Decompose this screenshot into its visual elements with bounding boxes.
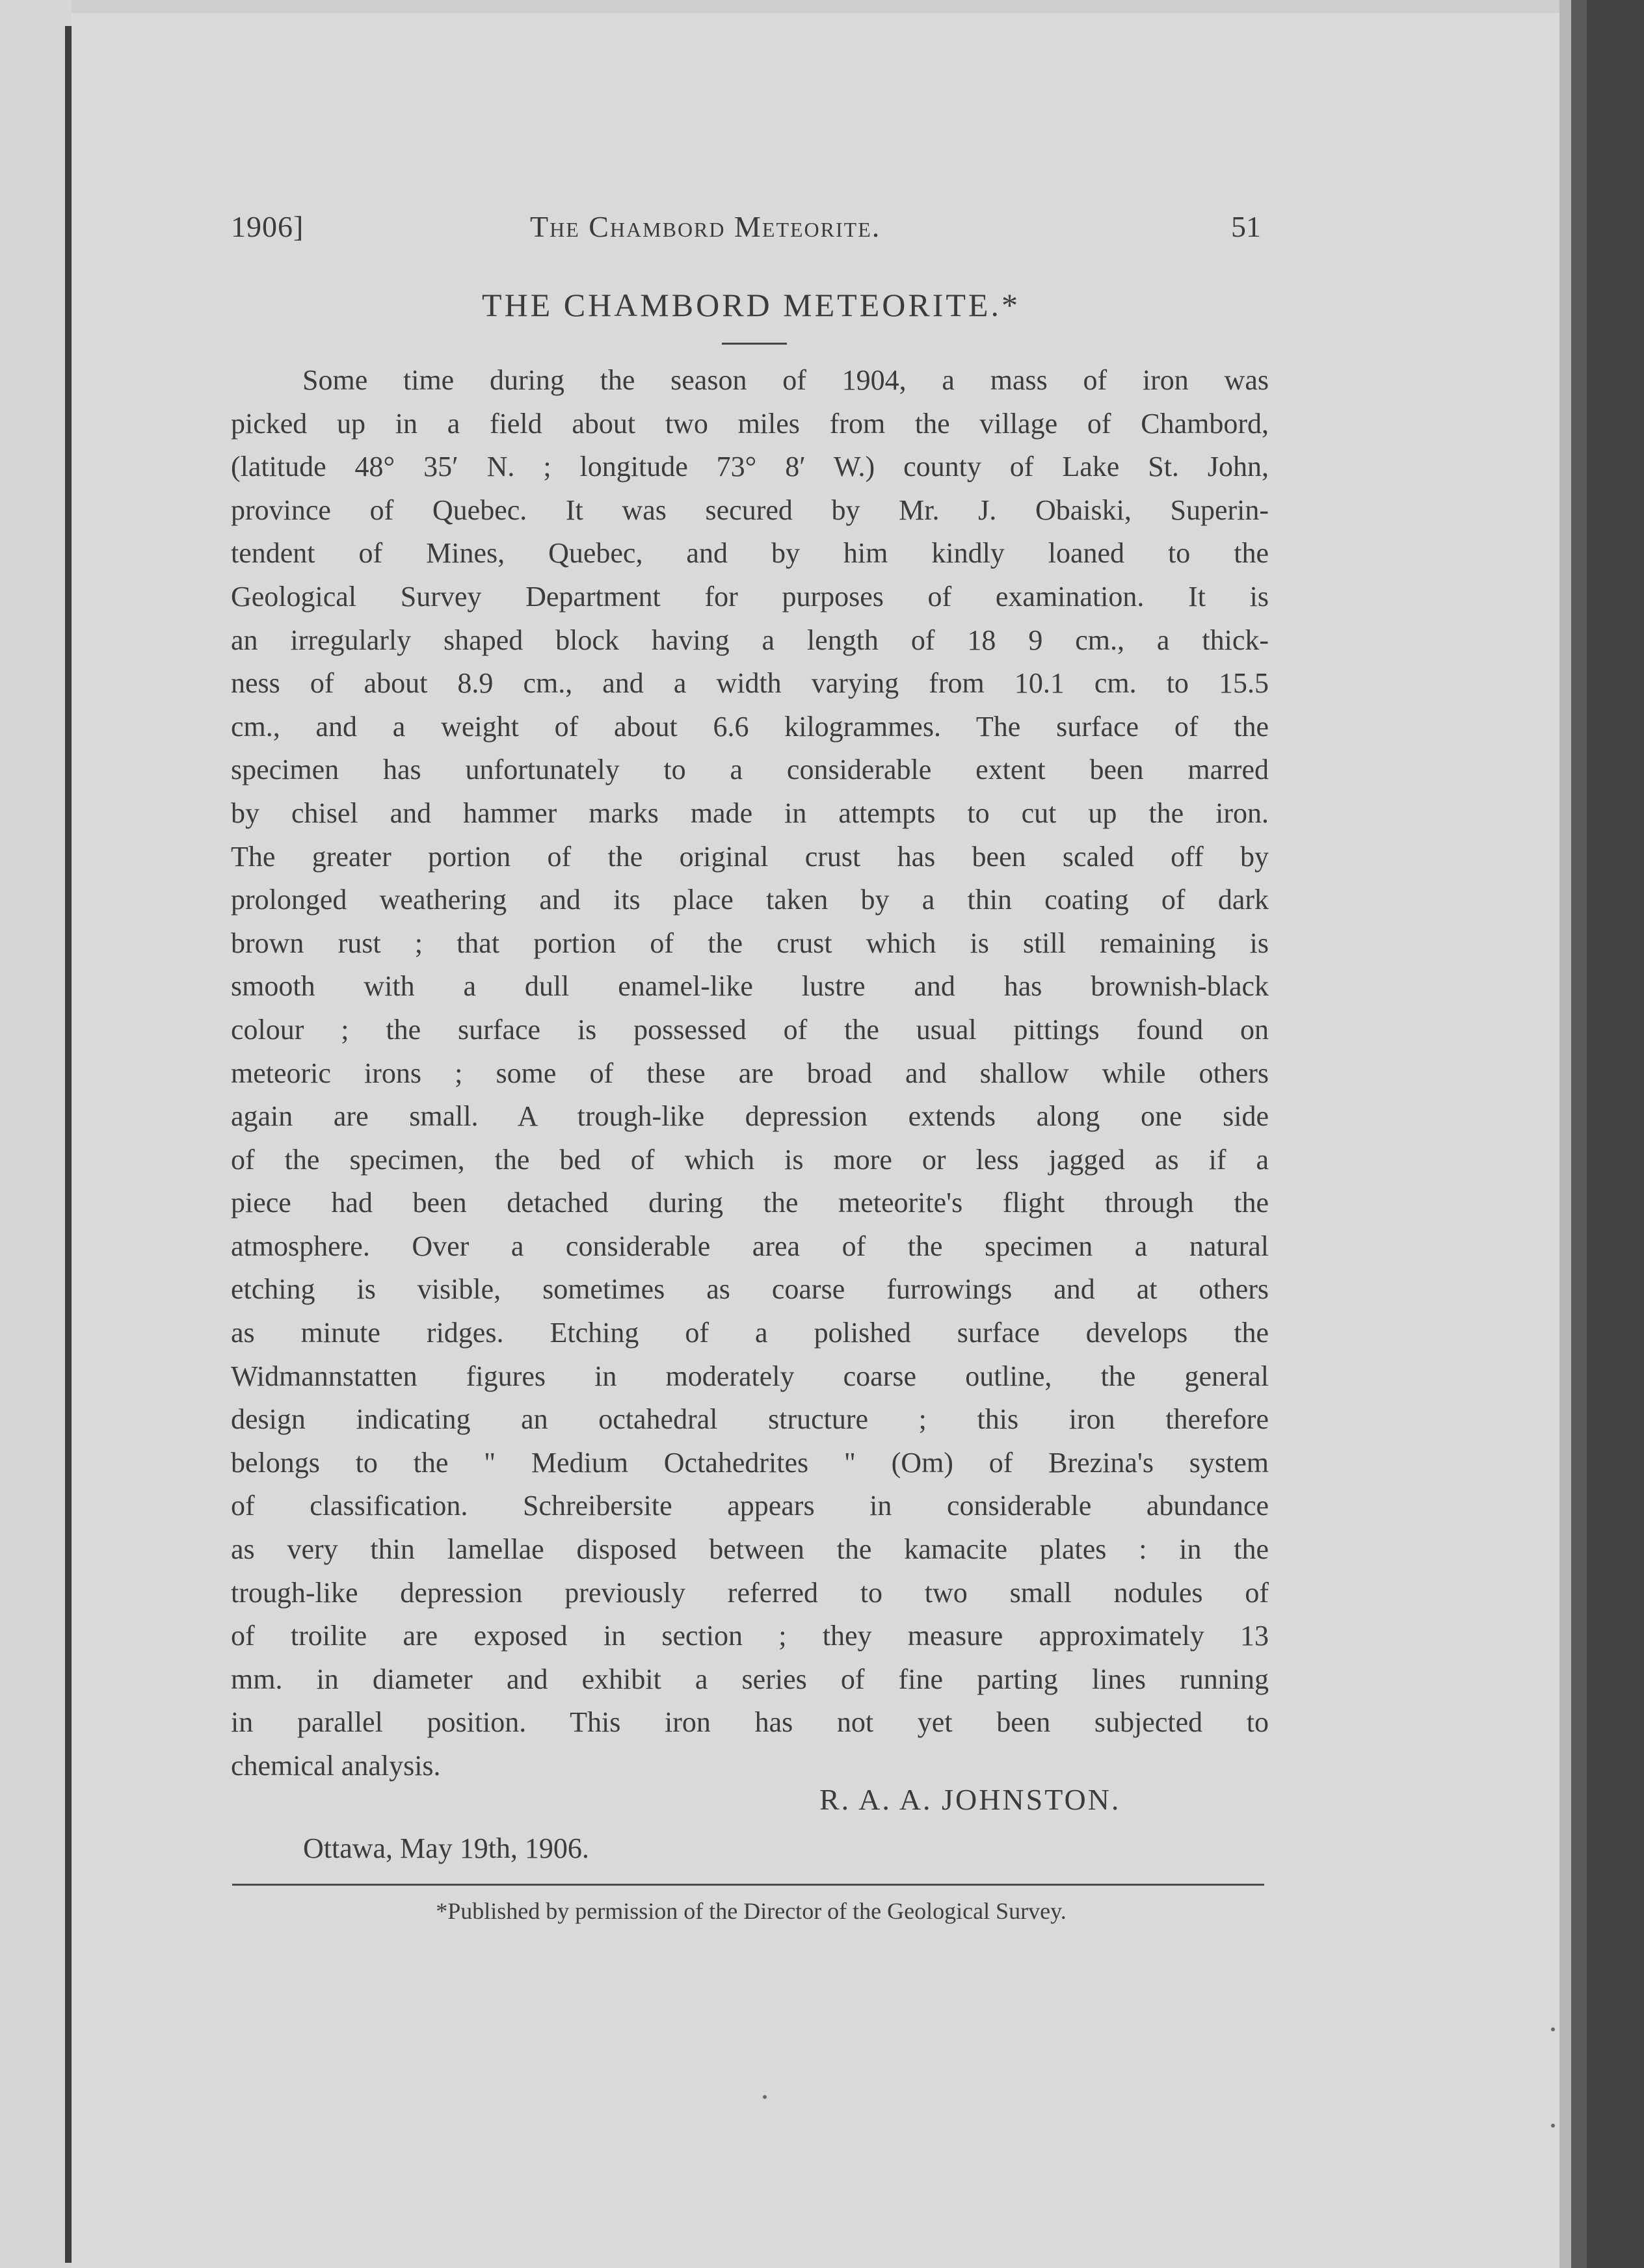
text-line: prolonged weathering and its place taken by a thin coating of dark (231, 884, 1269, 916)
text-line: smooth with a dull enamel-like lustre and has brownish-black (231, 970, 1269, 1003)
article-title: THE CHAMBORD METEORITE.* (482, 287, 1020, 323)
footnote-rule (232, 1884, 1264, 1886)
text-line: meteoric irons ; some of these are broad and shallow while others (231, 1057, 1269, 1089)
text-line: mm. in diameter and exhibit a series of fine parting lines running (231, 1663, 1269, 1695)
article-body (231, 359, 1269, 1788)
text-line: by chisel and hammer marks made in attempts to cut up the iron. (231, 797, 1269, 829)
page-number: 51 (1231, 210, 1261, 243)
text-line: cm., and a weight of about 6.6 kilogrammes. The surface of the (231, 710, 1269, 743)
running-head-year: 1906] (231, 210, 304, 243)
text-line: of classification. Schreibersite appears in considerable abundance (231, 1490, 1269, 1522)
text-line: chemical analysis. (231, 1750, 441, 1782)
author-signature: R. A. A. JOHNSTON. (819, 1783, 1121, 1816)
text-line: colour ; the surface is possessed of the usual pittings found on (231, 1013, 1269, 1046)
text-line: belongs to the " Medium Octahedrites " (Om) of Brezina's system (231, 1446, 1269, 1479)
paper-speck (1551, 2027, 1555, 2031)
text-line: in parallel position. This iron has not yet been subjected to (231, 1706, 1269, 1739)
footnote: *Published by permission of the Director of the Geological Survey. (436, 1898, 1067, 1924)
dateline: Ottawa, May 19th, 1906. (303, 1832, 589, 1864)
text-line: Widmannstatten figures in moderately coarse outline, the general (231, 1360, 1269, 1392)
text-line: brown rust ; that portion of the crust which is still remaining is (231, 927, 1269, 959)
text-line: an irregularly shaped block having a length of 18 9 cm., a thick- (231, 624, 1269, 656)
text-line: of the specimen, the bed of which is more or less jagged as if a (231, 1143, 1269, 1176)
text-line: The greater portion of the original crust has been scaled off by (231, 840, 1269, 873)
text-line: etching is visible, sometimes as coarse furrowings and at others (231, 1273, 1269, 1306)
binding-gutter (65, 26, 72, 2263)
scanner-background-dark (1587, 0, 1644, 2268)
text-line: of troilite are exposed in section ; they measure approximately 13 (231, 1620, 1269, 1652)
title-rule (722, 343, 787, 345)
running-head-title: The Chambord Meteorite. (530, 210, 881, 243)
text-line: as very thin lamellae disposed between the kamacite plates : in the (231, 1533, 1269, 1566)
page-edge (1559, 0, 1571, 2268)
text-line: piece had been detached during the meteorite's flight through the (231, 1187, 1269, 1219)
text-line: as minute ridges. Etching of a polished surface develops the (231, 1317, 1269, 1349)
text-line: design indicating an octahedral structure ; this iron therefore (231, 1403, 1269, 1436)
text-line: province of Quebec. It was secured by Mr. J. Obaiski, Superin- (231, 494, 1269, 526)
text-line: trough-like depression previously referred to two small nodules of (231, 1576, 1269, 1609)
text-line: ness of about 8.9 cm., and a width varying from 10.1 cm. to 15.5 (231, 667, 1269, 700)
text-line: tendent of Mines, Quebec, and by him kindly loaned to the (231, 537, 1269, 570)
paper-speck (1551, 2124, 1555, 2128)
text-line: atmosphere. Over a considerable area of the specimen a natural (231, 1230, 1269, 1262)
left-margin (0, 0, 72, 2268)
text-line: Geological Survey Department for purposes of examination. It is (231, 580, 1269, 613)
text-line: (latitude 48° 35′ N. ; longitude 73° 8′ W.) county of Lake St. John, (231, 451, 1269, 483)
running-head (231, 209, 1271, 255)
text-line: picked up in a field about two miles from the village of Chambord, (231, 407, 1269, 440)
text-line: specimen has unfortunately to a considerable extent been marred (231, 754, 1269, 786)
paper-speck (763, 2095, 767, 2099)
text-line: again are small. A trough-like depression extends along one side (231, 1100, 1269, 1133)
text-line: Some time during the season of 1904, a mass of iron was (302, 364, 1269, 396)
